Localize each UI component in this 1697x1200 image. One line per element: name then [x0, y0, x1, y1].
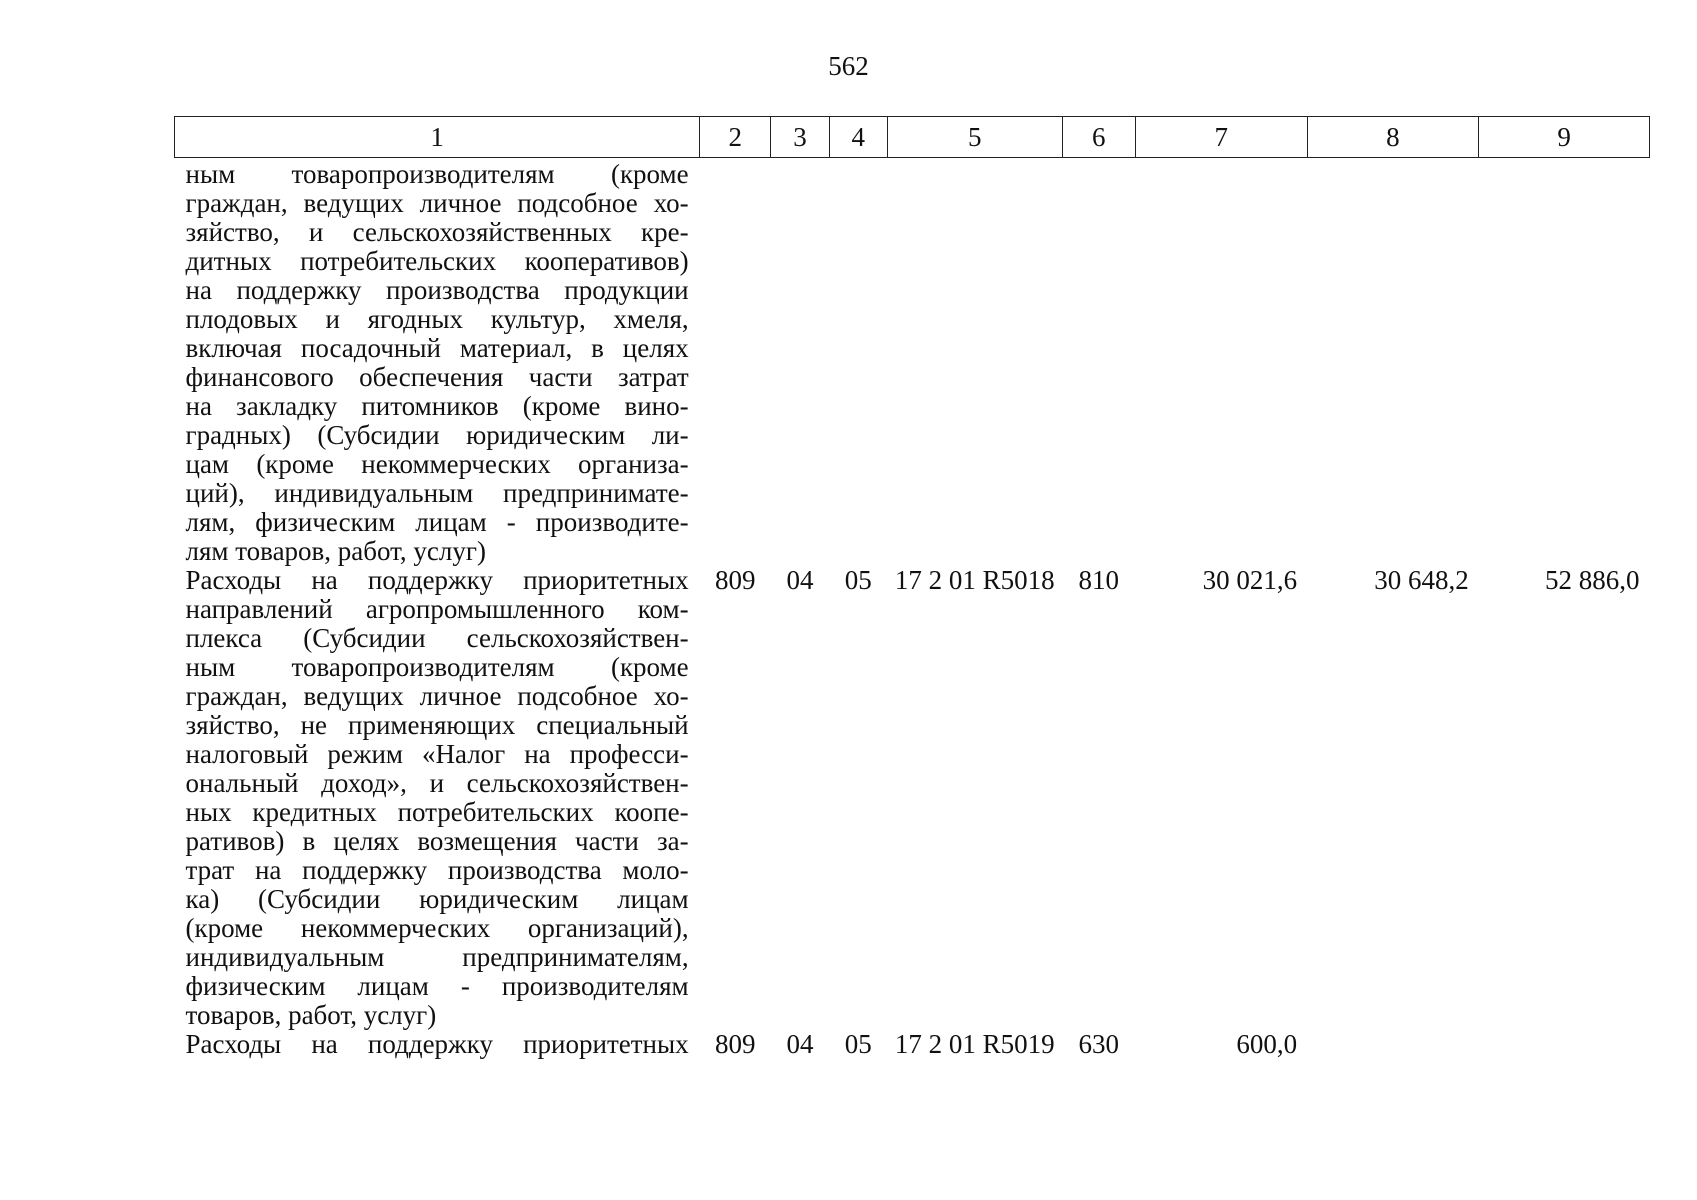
description-line: лям товаров, работ, услуг): [185, 536, 486, 566]
table-row: [175, 566, 1650, 1030]
cell-amount-col7: 30 021,6: [1202, 565, 1298, 595]
cell-amount-col8: [1307, 1030, 1479, 1059]
description-line: зяйство, и сельскохозяйственных кре-: [185, 217, 689, 247]
description-line: направлений агропромышленного ком-: [185, 594, 689, 624]
cell-ministry-code: [700, 158, 771, 567]
cell-section: 04: [786, 565, 814, 595]
header-col-5: 5: [887, 117, 1062, 158]
row-description: [175, 158, 700, 567]
table-row: [175, 1030, 1650, 1059]
description-line: включая посадочный материал, в целях: [185, 333, 689, 363]
description-line: ка) (Субсидии юридическим лицам: [185, 884, 689, 914]
description-line: товаров, работ, услуг): [185, 1000, 437, 1030]
cell-ministry-code: 809: [715, 1029, 756, 1059]
description-line: ональный доход», и сельскохозяйствен-: [185, 768, 689, 798]
table-row: [175, 158, 1650, 567]
description-line: ративов) в целях возмещения части за-: [185, 826, 689, 856]
cell-subsection: [829, 158, 887, 567]
description-line: налоговый режим «Налог на професси-: [185, 739, 689, 769]
description-line: плодовых и ягодных культур, хмеля,: [185, 304, 689, 334]
cell-expense-type: 810: [1078, 565, 1119, 595]
description-line: дитных потребительских кооперативов): [185, 246, 689, 276]
cell-amount-col8: [1307, 158, 1479, 567]
cell-expense-type: [1062, 158, 1135, 567]
description-line: Расходы на поддержку приоритетных: [185, 565, 689, 595]
cell-amount-col8: 30 648,2: [1374, 565, 1469, 595]
description-line: финансового обеспечения части затрат: [185, 362, 689, 392]
header-col-7: 7: [1135, 117, 1307, 158]
cell-target-article: [887, 158, 1062, 567]
row-description: [175, 1030, 700, 1059]
cell-amount-col9: 52 886,0: [1545, 565, 1640, 595]
header-col-9: 9: [1479, 117, 1650, 158]
description-line: зяйство, не применяющих специальный: [185, 710, 689, 740]
cell-amount-col9: [1479, 158, 1650, 567]
cell-section: 04: [786, 1029, 814, 1059]
budget-table: [174, 116, 1650, 1059]
description-line: граждан, ведущих личное подсобное хо-: [185, 681, 689, 711]
description-line: цам (кроме некоммерческих организа-: [185, 449, 689, 479]
description-line: ным товаропроизводителям (кроме: [185, 652, 689, 682]
header-col-6: 6: [1062, 117, 1135, 158]
description-line: физическим лицам - производителям: [185, 971, 689, 1001]
description-line: лям, физическим лицам - производите-: [185, 507, 689, 537]
row-description: [175, 566, 700, 1030]
description-line: на закладку питомников (кроме вино-: [185, 391, 689, 421]
description-line: градных) (Субсидии юридическим ли-: [185, 420, 689, 450]
header-col-1: 1: [175, 117, 700, 158]
cell-amount-col7: 600,0: [1236, 1029, 1298, 1059]
cell-section: [771, 158, 829, 567]
cell-ministry-code: 809: [715, 565, 756, 595]
header-col-3: 3: [771, 117, 829, 158]
cell-amount-col7: [1135, 158, 1307, 567]
description-line: ций), индивидуальным предпринимате-: [185, 478, 689, 508]
cell-target-article: 17 2 01 R5019: [894, 1029, 1055, 1059]
header-col-8: 8: [1307, 117, 1479, 158]
cell-subsection: 05: [844, 565, 872, 595]
header-col-4: 4: [829, 117, 887, 158]
description-line: на поддержку производства продукции: [185, 275, 689, 305]
description-line: Расходы на поддержку приоритетных: [185, 1029, 689, 1059]
description-line: ным товаропроизводителям (кроме: [185, 159, 689, 189]
description-line: (кроме некоммерческих организаций),: [185, 913, 689, 943]
description-line: ных кредитных потребительских коопе-: [185, 797, 689, 827]
cell-amount-col9: [1479, 1030, 1650, 1059]
header-row: [175, 117, 1650, 158]
description-line: трат на поддержку производства моло-: [185, 855, 689, 885]
description-line: плекса (Субсидии сельскохозяйствен-: [185, 623, 689, 653]
cell-expense-type: 630: [1078, 1029, 1119, 1059]
description-line: граждан, ведущих личное подсобное хо-: [185, 188, 689, 218]
description-line: индивидуальным предпринимателям,: [185, 942, 689, 972]
cell-subsection: 05: [844, 1029, 872, 1059]
header-col-2: 2: [700, 117, 771, 158]
page-number: 562: [828, 51, 869, 81]
cell-target-article: 17 2 01 R5018: [894, 565, 1055, 595]
